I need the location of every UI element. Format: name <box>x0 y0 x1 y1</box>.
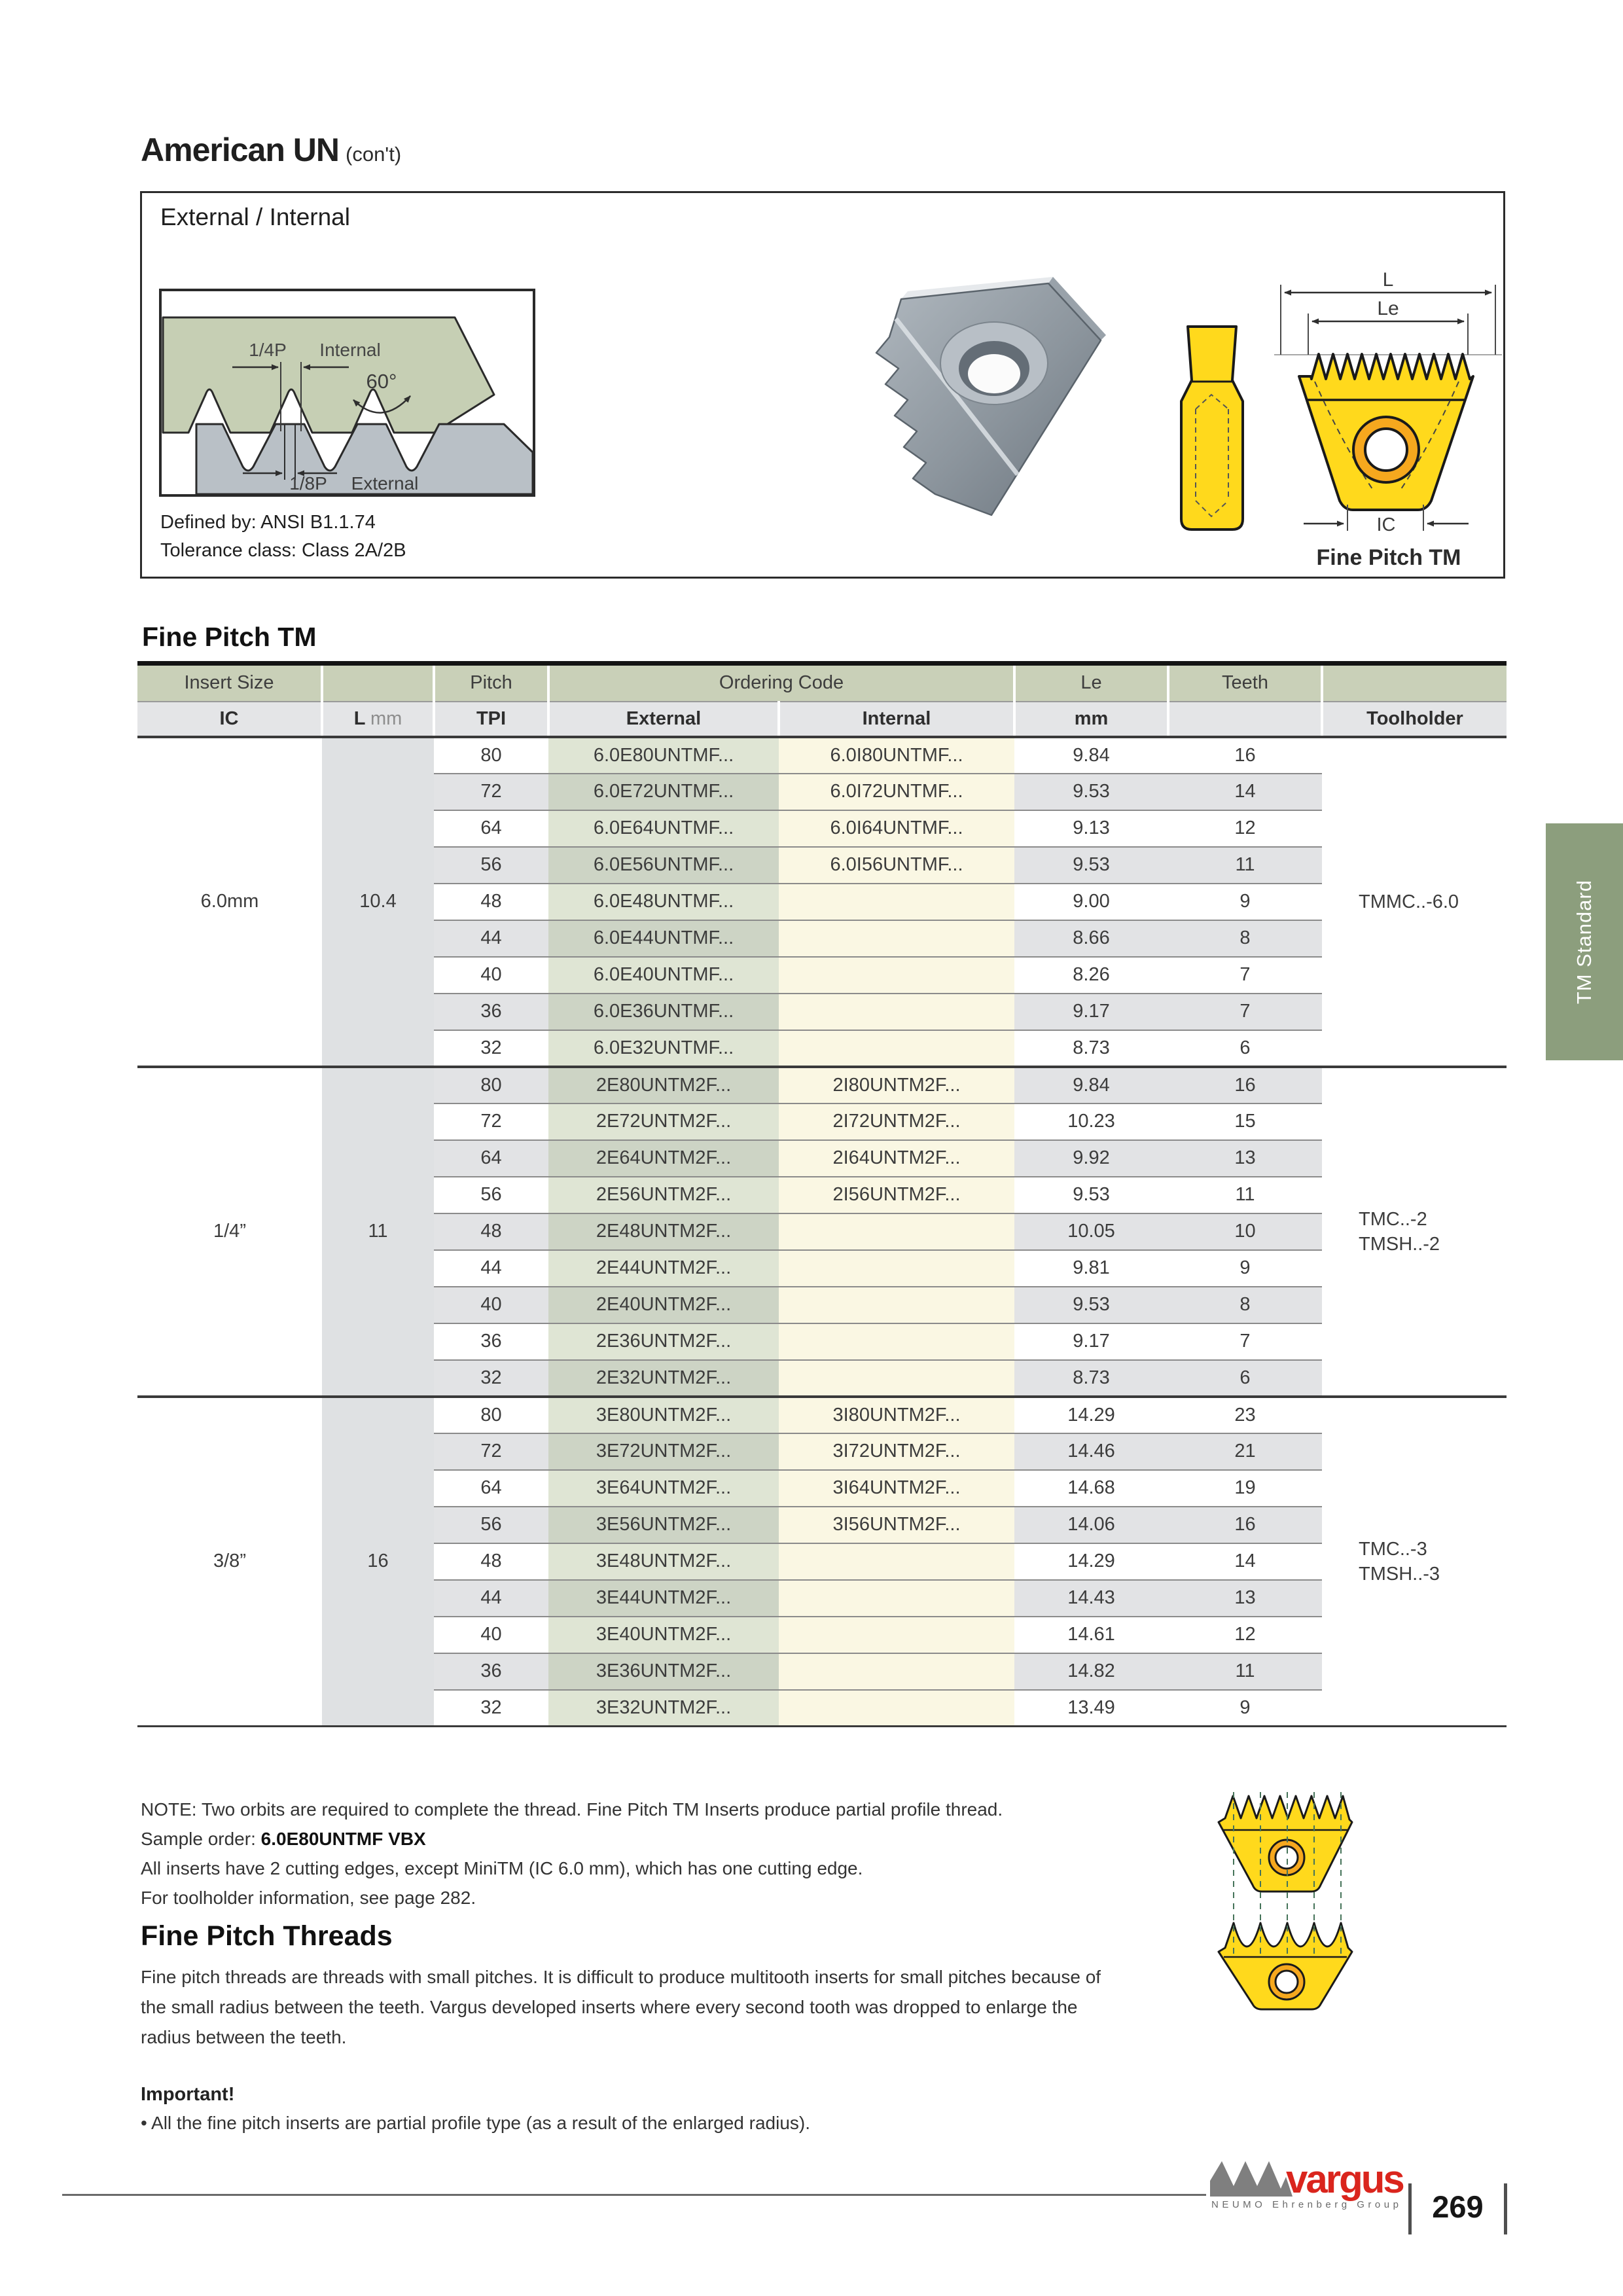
tpi-cell: 32 <box>434 1360 548 1397</box>
toolholder-line: TMMC..-6.0 <box>1359 891 1459 912</box>
le-cell: 9.17 <box>1014 994 1168 1030</box>
vargus-logo <box>1207 2157 1410 2210</box>
teeth-cell: 7 <box>1168 994 1322 1030</box>
insert-hole <box>1365 429 1407 471</box>
external-code-cell: 3E40UNTM2F... <box>548 1617 779 1653</box>
tpi-cell: 48 <box>434 1213 548 1250</box>
external-code-cell: 3E56UNTM2F... <box>548 1507 779 1543</box>
le-cell: 9.84 <box>1014 737 1168 774</box>
insert-size-cell: 1/4” <box>137 1067 322 1397</box>
teeth-cell: 12 <box>1168 1617 1322 1653</box>
notes-block <box>141 1795 1003 1912</box>
tpi-cell: 40 <box>434 1287 548 1323</box>
tpi-cell: 36 <box>434 1653 548 1690</box>
internal-code-cell: 6.0I56UNTMF... <box>779 847 1014 884</box>
eighth-pitch-label: 1/8P <box>289 473 327 493</box>
header-tpi: TPI <box>434 702 548 737</box>
important-label: Important! <box>141 2084 235 2105</box>
insert-hole <box>968 354 1020 393</box>
teeth-cell: 7 <box>1168 1323 1322 1360</box>
threads-heading: Fine Pitch Threads <box>141 1920 393 1952</box>
standard-reference <box>160 509 406 565</box>
table-title: Fine Pitch TM <box>142 622 317 652</box>
tpi-cell: 64 <box>434 810 548 847</box>
tpi-cell: 56 <box>434 1177 548 1213</box>
le-cell: 9.00 <box>1014 884 1168 920</box>
box-title: External / Internal <box>160 204 350 230</box>
teeth-cell: 9 <box>1168 884 1322 920</box>
important-bullet: • All the fine pitch inserts are partial profile type (as a result of the enlarged radius). <box>141 2113 810 2133</box>
l-mm-cell: 16 <box>322 1397 434 1727</box>
header-spacer <box>1322 664 1507 702</box>
le-cell: 9.84 <box>1014 1067 1168 1103</box>
teeth-cell: 13 <box>1168 1580 1322 1617</box>
page-title-main: American UN <box>141 132 339 168</box>
external-code-cell: 6.0E36UNTMF... <box>548 994 779 1030</box>
le-cell: 8.73 <box>1014 1360 1168 1397</box>
teeth-cell: 11 <box>1168 1177 1322 1213</box>
external-label: External <box>351 473 419 493</box>
footer-divider <box>1408 2183 1412 2234</box>
header-ordering-code: Ordering Code <box>548 664 1014 702</box>
tpi-cell: 40 <box>434 1617 548 1653</box>
internal-label: Internal <box>319 340 381 360</box>
tpi-cell: 48 <box>434 1543 548 1580</box>
tpi-cell: 48 <box>434 884 548 920</box>
teeth-cell: 6 <box>1168 1030 1322 1067</box>
note-sample-order <box>141 1824 1003 1854</box>
tpi-cell: 72 <box>434 774 548 810</box>
dim-L-label: L <box>1382 272 1394 291</box>
le-cell: 14.61 <box>1014 1617 1168 1653</box>
teeth-cell: 13 <box>1168 1140 1322 1177</box>
vargus-logo-icon <box>1207 2157 1294 2198</box>
header-pitch: Pitch <box>434 664 548 702</box>
side-tab-tm-standard <box>1546 823 1623 1060</box>
le-cell: 9.92 <box>1014 1140 1168 1177</box>
vargus-logo-text: vargus <box>1286 2157 1403 2201</box>
internal-code-cell <box>779 884 1014 920</box>
teeth-cell: 12 <box>1168 810 1322 847</box>
table-row <box>137 1397 1507 1433</box>
le-cell: 9.81 <box>1014 1250 1168 1287</box>
tpi-cell: 36 <box>434 1323 548 1360</box>
external-code-cell: 2E36UNTM2F... <box>548 1323 779 1360</box>
teeth-cell: 10 <box>1168 1213 1322 1250</box>
dim-Le-label: Le <box>1377 298 1399 319</box>
insert-front-view <box>1274 272 1503 540</box>
teeth-cell: 19 <box>1168 1470 1322 1507</box>
internal-code-cell: 2I56UNTM2F... <box>779 1177 1014 1213</box>
header-internal: Internal <box>779 702 1014 737</box>
internal-code-cell: 3I64UNTM2F... <box>779 1470 1014 1507</box>
insert-group-1 <box>137 1067 1507 1397</box>
tpi-cell: 40 <box>434 957 548 994</box>
internal-code-cell: 3I56UNTM2F... <box>779 1507 1014 1543</box>
le-cell: 9.17 <box>1014 1323 1168 1360</box>
tpi-cell: 44 <box>434 1250 548 1287</box>
dim-IC-label: IC <box>1376 514 1396 535</box>
note-orbits: NOTE: Two orbits are required to complete the thread. Fine Pitch TM Inserts produce partial profile thread. <box>141 1799 1003 1820</box>
tpi-cell: 56 <box>434 1507 548 1543</box>
le-cell: 13.49 <box>1014 1690 1168 1727</box>
external-code-cell: 2E48UNTM2F... <box>548 1213 779 1250</box>
header-ic: IC <box>137 702 322 737</box>
external-code-cell: 6.0E72UNTMF... <box>548 774 779 810</box>
external-code-cell: 3E36UNTM2F... <box>548 1653 779 1690</box>
internal-code-cell <box>779 957 1014 994</box>
external-code-cell: 3E72UNTM2F... <box>548 1433 779 1470</box>
header-le: Le <box>1014 664 1168 702</box>
teeth-cell: 15 <box>1168 1103 1322 1140</box>
le-cell: 8.73 <box>1014 1030 1168 1067</box>
external-code-cell: 2E32UNTM2F... <box>548 1360 779 1397</box>
footer-rule <box>62 2194 1206 2196</box>
teeth-cell: 23 <box>1168 1397 1322 1433</box>
insert-side-view <box>1169 324 1255 533</box>
internal-code-cell: 6.0I80UNTMF... <box>779 737 1014 774</box>
le-cell: 14.82 <box>1014 1653 1168 1690</box>
tpi-cell: 80 <box>434 1067 548 1103</box>
le-cell: 9.13 <box>1014 810 1168 847</box>
internal-code-cell <box>779 920 1014 957</box>
le-cell: 9.53 <box>1014 1177 1168 1213</box>
internal-code-cell: 2I64UNTM2F... <box>779 1140 1014 1177</box>
internal-code-cell: 2I72UNTM2F... <box>779 1103 1014 1140</box>
external-code-cell: 2E64UNTM2F... <box>548 1140 779 1177</box>
toolholder-cell <box>1322 1397 1507 1727</box>
external-code-cell: 6.0E80UNTMF... <box>548 737 779 774</box>
external-code-cell: 2E72UNTM2F... <box>548 1103 779 1140</box>
tpi-cell: 32 <box>434 1030 548 1067</box>
external-code-cell: 6.0E44UNTMF... <box>548 920 779 957</box>
toolholder-cell <box>1322 1067 1507 1397</box>
le-cell: 9.53 <box>1014 1287 1168 1323</box>
le-cell: 9.53 <box>1014 774 1168 810</box>
teeth-cell: 14 <box>1168 1543 1322 1580</box>
internal-code-cell: 6.0I64UNTMF... <box>779 810 1014 847</box>
internal-code-cell: 6.0I72UNTMF... <box>779 774 1014 810</box>
external-code-cell: 3E44UNTM2F... <box>548 1580 779 1617</box>
external-code-cell: 6.0E48UNTMF... <box>548 884 779 920</box>
l-mm-cell: 10.4 <box>322 737 434 1067</box>
tpi-cell: 72 <box>434 1103 548 1140</box>
note-toolholder-info: For toolholder information, see page 282. <box>141 1888 476 1908</box>
teeth-cell: 8 <box>1168 920 1322 957</box>
teeth-cell: 16 <box>1168 1507 1322 1543</box>
table-header-columns <box>137 702 1507 737</box>
header-insert-size: Insert Size <box>137 664 322 702</box>
internal-code-cell <box>779 1543 1014 1580</box>
angle-label: 60° <box>366 370 397 393</box>
internal-code-cell <box>779 1030 1014 1067</box>
tpi-cell: 36 <box>434 994 548 1030</box>
internal-code-cell <box>779 1360 1014 1397</box>
insert-group-2 <box>137 1397 1507 1727</box>
external-code-cell: 6.0E32UNTMF... <box>548 1030 779 1067</box>
external-code-cell: 3E48UNTM2F... <box>548 1543 779 1580</box>
external-code-cell: 2E56UNTM2F... <box>548 1177 779 1213</box>
internal-code-cell <box>779 1690 1014 1727</box>
table-header-groups <box>137 664 1507 702</box>
teeth-cell: 8 <box>1168 1287 1322 1323</box>
header-spacer <box>1168 702 1322 737</box>
insert-group-0 <box>137 737 1507 1067</box>
header-teeth: Teeth <box>1168 664 1322 702</box>
internal-code-cell <box>779 1287 1014 1323</box>
vargus-logo-subtext: NEUMO Ehrenberg Group <box>1211 2199 1402 2210</box>
teeth-cell: 14 <box>1168 774 1322 810</box>
tpi-cell: 80 <box>434 737 548 774</box>
le-cell: 10.23 <box>1014 1103 1168 1140</box>
external-code-cell: 6.0E40UNTMF... <box>548 957 779 994</box>
teeth-cell: 6 <box>1168 1360 1322 1397</box>
tpi-cell: 64 <box>434 1470 548 1507</box>
tpi-cell: 64 <box>434 1140 548 1177</box>
teeth-cell: 16 <box>1168 737 1322 774</box>
external-code-cell: 3E80UNTM2F... <box>548 1397 779 1433</box>
defined-by-text: Defined by: ANSI B1.1.74 <box>160 512 376 533</box>
header-mm: mm <box>1014 702 1168 737</box>
external-code-cell: 3E64UNTM2F... <box>548 1470 779 1507</box>
quarter-pitch-label: 1/4P <box>249 340 287 360</box>
internal-code-cell: 3I80UNTM2F... <box>779 1397 1014 1433</box>
le-cell: 14.06 <box>1014 1507 1168 1543</box>
internal-code-cell <box>779 1580 1014 1617</box>
le-cell: 8.66 <box>1014 920 1168 957</box>
fine-pitch-caption: Fine Pitch TM <box>1316 545 1461 570</box>
external-code-cell: 6.0E56UNTMF... <box>548 847 779 884</box>
teeth-cell: 7 <box>1168 957 1322 994</box>
sample-order-code: 6.0E80UNTMF VBX <box>260 1829 426 1849</box>
side-tab-label: TM Standard <box>1573 879 1596 1005</box>
insert-size-cell: 6.0mm <box>137 737 322 1067</box>
toolholder-line: TMSH..-2 <box>1359 1233 1440 1255</box>
internal-code-cell <box>779 994 1014 1030</box>
internal-code-cell: 2I80UNTM2F... <box>779 1067 1014 1103</box>
internal-code-cell <box>779 1213 1014 1250</box>
le-cell: 10.05 <box>1014 1213 1168 1250</box>
header-l: L <box>353 708 365 729</box>
threads-body: Fine pitch threads are threads with small pitches. It is difficult to produce multitooth inserts for small pitches because of the small radius between the teeth. Vargus developed inserts where every second tooth was dropped to enlarge the radius between the teeth. <box>141 1967 1101 2047</box>
le-cell: 14.46 <box>1014 1433 1168 1470</box>
external-code-cell: 6.0E64UNTMF... <box>548 810 779 847</box>
footer-divider <box>1504 2183 1507 2234</box>
toolholder-line: TMC..-2 <box>1359 1208 1427 1230</box>
toolholder-cell <box>1322 737 1507 1067</box>
tpi-cell: 72 <box>434 1433 548 1470</box>
le-cell: 9.53 <box>1014 847 1168 884</box>
le-cell: 14.29 <box>1014 1397 1168 1433</box>
external-code-cell: 3E32UNTM2F... <box>548 1690 779 1727</box>
internal-code-cell <box>779 1617 1014 1653</box>
header-spacer <box>322 664 434 702</box>
thread-profile-diagram <box>159 289 535 497</box>
page-number: 269 <box>1432 2189 1484 2224</box>
teeth-cell: 11 <box>1168 847 1322 884</box>
teeth-cell: 16 <box>1168 1067 1322 1103</box>
header-external: External <box>548 702 779 737</box>
insert-hole <box>1275 1971 1298 1993</box>
le-cell: 14.29 <box>1014 1543 1168 1580</box>
table-row <box>137 737 1507 774</box>
page-title-suffix: (con't) <box>346 143 402 166</box>
header-l-unit: mm <box>370 708 402 729</box>
le-cell: 14.43 <box>1014 1580 1168 1617</box>
le-cell: 8.26 <box>1014 957 1168 994</box>
fine-pitch-comparison-diagram <box>1216 1788 1366 2014</box>
teeth-cell: 9 <box>1168 1250 1322 1287</box>
external-code-cell: 2E80UNTM2F... <box>548 1067 779 1103</box>
tpi-cell: 44 <box>434 920 548 957</box>
toolholder-line: TMSH..-3 <box>1359 1563 1440 1585</box>
teeth-cell: 11 <box>1168 1653 1322 1690</box>
le-cell: 14.68 <box>1014 1470 1168 1507</box>
internal-code-cell <box>779 1250 1014 1287</box>
table-row <box>137 1067 1507 1103</box>
teeth-cell: 21 <box>1168 1433 1322 1470</box>
teeth-cell: 9 <box>1168 1690 1322 1727</box>
tpi-cell: 44 <box>434 1580 548 1617</box>
external-code-cell: 2E44UNTM2F... <box>548 1250 779 1287</box>
header-l-mm <box>322 702 434 737</box>
tpi-cell: 32 <box>434 1690 548 1727</box>
internal-code-cell <box>779 1323 1014 1360</box>
external-code-cell: 2E40UNTM2F... <box>548 1287 779 1323</box>
internal-code-cell: 3I72UNTM2F... <box>779 1433 1014 1470</box>
sample-order-label: Sample order: <box>141 1829 261 1849</box>
internal-code-cell <box>779 1653 1014 1690</box>
tpi-cell: 56 <box>434 847 548 884</box>
insert-photo-3d <box>823 259 1124 533</box>
toolholder-line: TMC..-3 <box>1359 1538 1427 1560</box>
page-title <box>141 131 401 169</box>
header-toolholder: Toolholder <box>1322 702 1507 737</box>
tolerance-text: Tolerance class: Class 2A/2B <box>160 540 406 561</box>
insert-size-cell: 3/8” <box>137 1397 322 1727</box>
l-mm-cell: 11 <box>322 1067 434 1397</box>
tpi-cell: 80 <box>434 1397 548 1433</box>
note-cutting-edges: All inserts have 2 cutting edges, except MiniTM (IC 6.0 mm), which has one cutting edge. <box>141 1858 863 1878</box>
side-view-body <box>1181 327 1243 529</box>
fine-pitch-table <box>137 661 1507 1727</box>
external-internal-box <box>140 191 1505 579</box>
